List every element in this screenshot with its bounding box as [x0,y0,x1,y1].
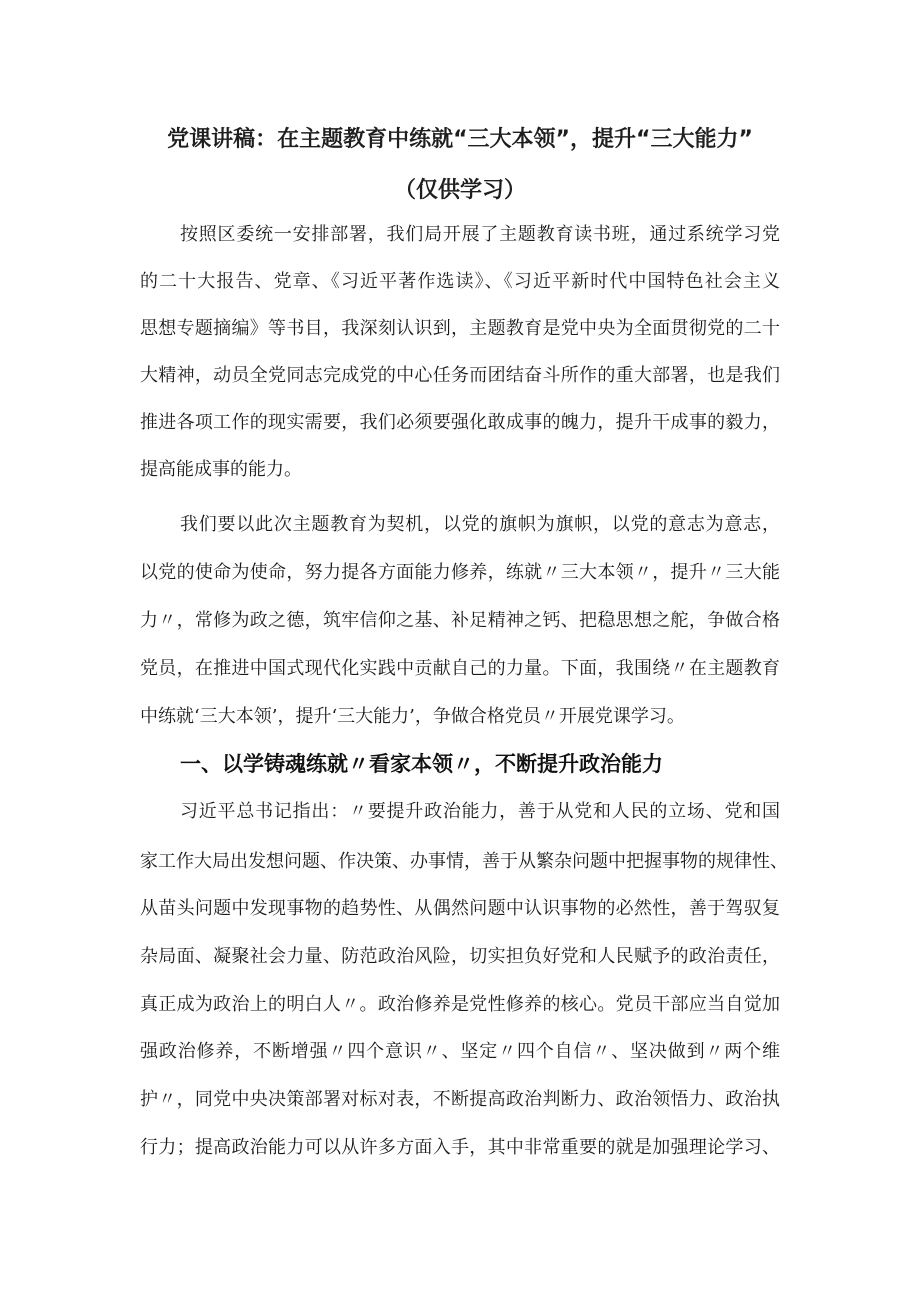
paragraph-line: 我们要以此次主题教育为契机，以党的旗帜为旗帜，以党的意志为意志， [180,514,780,535]
paragraph-line: 行力；提高政治能力可以从许多方面入手，其中非常重要的就是加强理论学习、 [140,1137,780,1158]
paragraph-line: 护〃，同党中央决策部署对标对表，不断提高政治判断力、政治领悟力、政治执 [140,1089,780,1110]
paragraph-line: 杂局面、凝聚社会力量、防范政治风险，切实担负好党和人民赋予的政治责任， [140,946,780,967]
document-title: 党课讲稿：在主题教育中练就“三大本领”，提升“三大能力” [167,127,753,152]
document-subtitle: （仅供学习） [393,178,526,203]
paragraph-line: 推进各项工作的现实需要，我们必须要强化敢成事的魄力，提升干成事的毅力， [140,412,780,433]
paragraph-line: 大精神，动员全党同志完成党的中心任务而团结奋斗所作的重大部署，也是我们 [140,365,780,386]
section-heading: 一、以学铸魂练就〃看家本领〃，不断提升政治能力 [180,752,663,776]
paragraph-line: 家工作大局出发想问题、作决策、办事情，善于从繁杂问题中把握事物的规律性、 [140,851,788,872]
paragraph-line: 习近平总书记指出：〃要提升政治能力，善于从党和人民的立场、党和国 [180,801,780,822]
paragraph-line: 思想专题摘编》等书目，我深刻认识到，主题教育是党中央为全面贯彻党的二十 [140,318,780,339]
paragraph-line: 从苗头问题中发现事物的趋势性、从偶然问题中认识事物的必然性，善于驾驭复 [140,898,780,919]
paragraph-line: 力〃，常修为政之德，筑牢信仰之基、补足精神之钙、把稳思想之舵，争做合格 [140,610,780,631]
paragraph-line: 以党的使命为使命，努力提各方面能力修养，练就〃三大本领〃，提升〃三大能 [140,562,780,583]
paragraph-line: 提高能成事的能力。 [140,459,302,480]
paragraph-line: 的二十大报告、党章、《习近平著作选读》、《习近平新时代中国特色社会主义 [140,271,780,292]
paragraph-line: 真正成为政治上的明白人〃。政治修养是党性修养的核心。党员干部应当自觉加 [140,994,780,1015]
paragraph-line: 强政治修养，不断增强〃四个意识〃、坚定〃四个自信〃、坚决做到〃两个维 [140,1041,780,1062]
paragraph-line: 按照区委统一安排部署，我们局开展了主题教育读书班，通过系统学习党 [180,224,780,245]
paragraph-line: 中练就‘三大本领’，提升‘三大能力’，争做合格党员〃开展党课学习。 [140,706,685,727]
paragraph-line: 党员，在推进中国式现代化实践中贡献自己的力量。下面，我围绕〃在主题教育 [140,658,780,679]
